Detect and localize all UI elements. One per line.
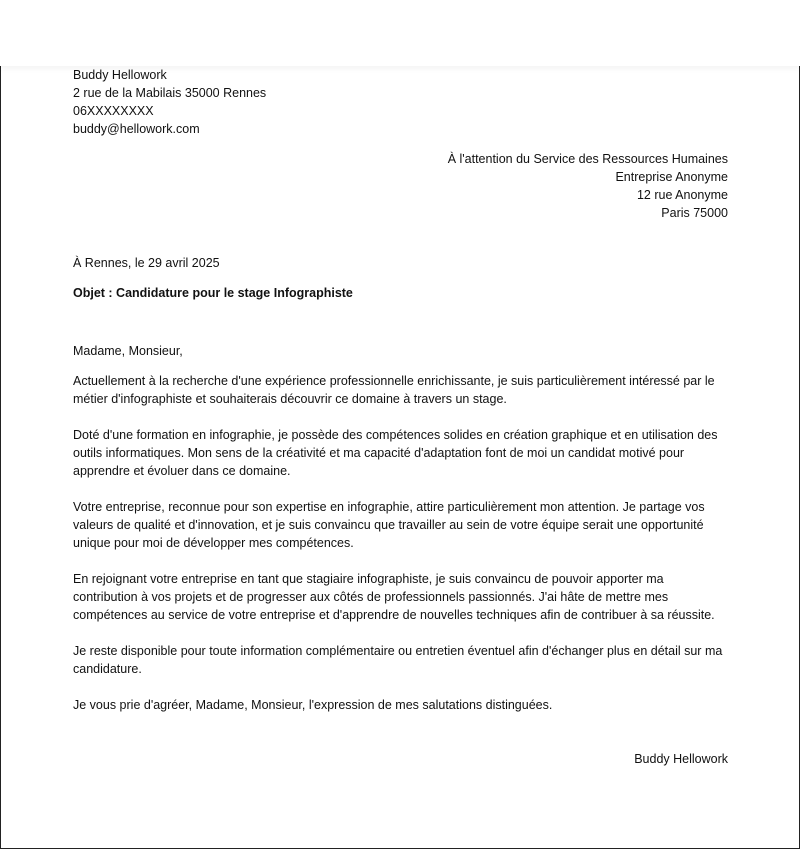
- sender-address: 2 rue de la Mabilais 35000 Rennes: [73, 86, 267, 100]
- recipient-attention: À l'attention du Service des Ressources Humaines: [447, 152, 728, 166]
- recipient-city: Paris 75000: [661, 206, 728, 220]
- sender-email: buddy@hellowork.com: [73, 122, 200, 136]
- subject-line: Objet : Candidature pour le stage Infographiste: [73, 286, 353, 300]
- closing-formula: Je vous prie d'agréer, Madame, Monsieur, l'expression de mes salutations distinguées.: [73, 698, 553, 712]
- signature: Buddy Hellowork: [634, 752, 728, 766]
- sender-block: [73, 66, 728, 138]
- salutation: Madame, Monsieur,: [73, 344, 183, 358]
- paragraph: Votre entreprise, reconnue pour son expertise en infographie, attire particulièrement mon attention. Je partage vos valeurs de qualité et d'innovation, et je suis convaincu que travailler au sein de votre équipe serait une opportunité unique pour moi de développer mes compétences.: [73, 500, 705, 550]
- paragraph: Je reste disponible pour toute information complémentaire ou entretien éventuel afin d'échanger plus en détail sur ma candidature.: [73, 644, 723, 676]
- recipient-company: Entreprise Anonyme: [615, 170, 728, 184]
- recipient-block: [73, 150, 728, 222]
- paragraph: En rejoignant votre entreprise en tant que stagiaire infographiste, je suis convaincu de pouvoir apporter ma contribution à vos projets et de progresser aux côtés de professionnels passionnés. J'ai hâte de mettre mes compétences au service de votre entreprise et d'apprendre de nouvelles techniques afin de contribuer à sa réussite.: [73, 572, 715, 622]
- letter-body: [73, 66, 728, 768]
- paragraph: Actuellement à la recherche d'une expérience professionnelle enrichissante, je suis particulièrement intéressé par le métier d'infographiste et souhaiterais découvrir ce domaine à travers un stage.: [73, 374, 715, 406]
- recipient-street: 12 rue Anonyme: [636, 188, 728, 202]
- date-line: À Rennes, le 29 avril 2025: [73, 256, 220, 270]
- sender-phone: 06XXXXXXXX: [73, 104, 154, 118]
- cover-letter-page: [0, 66, 800, 849]
- top-bar: [0, 0, 800, 66]
- sender-name: Buddy Hellowork: [73, 68, 167, 82]
- paragraph: Doté d'une formation en infographie, je possède des compétences solides en création graphique et en utilisation des outils informatiques. Mon sens de la créativité et ma capacité d'adaptation font de moi un candidat motivé pour apprendre et évoluer dans ce domaine.: [73, 428, 718, 478]
